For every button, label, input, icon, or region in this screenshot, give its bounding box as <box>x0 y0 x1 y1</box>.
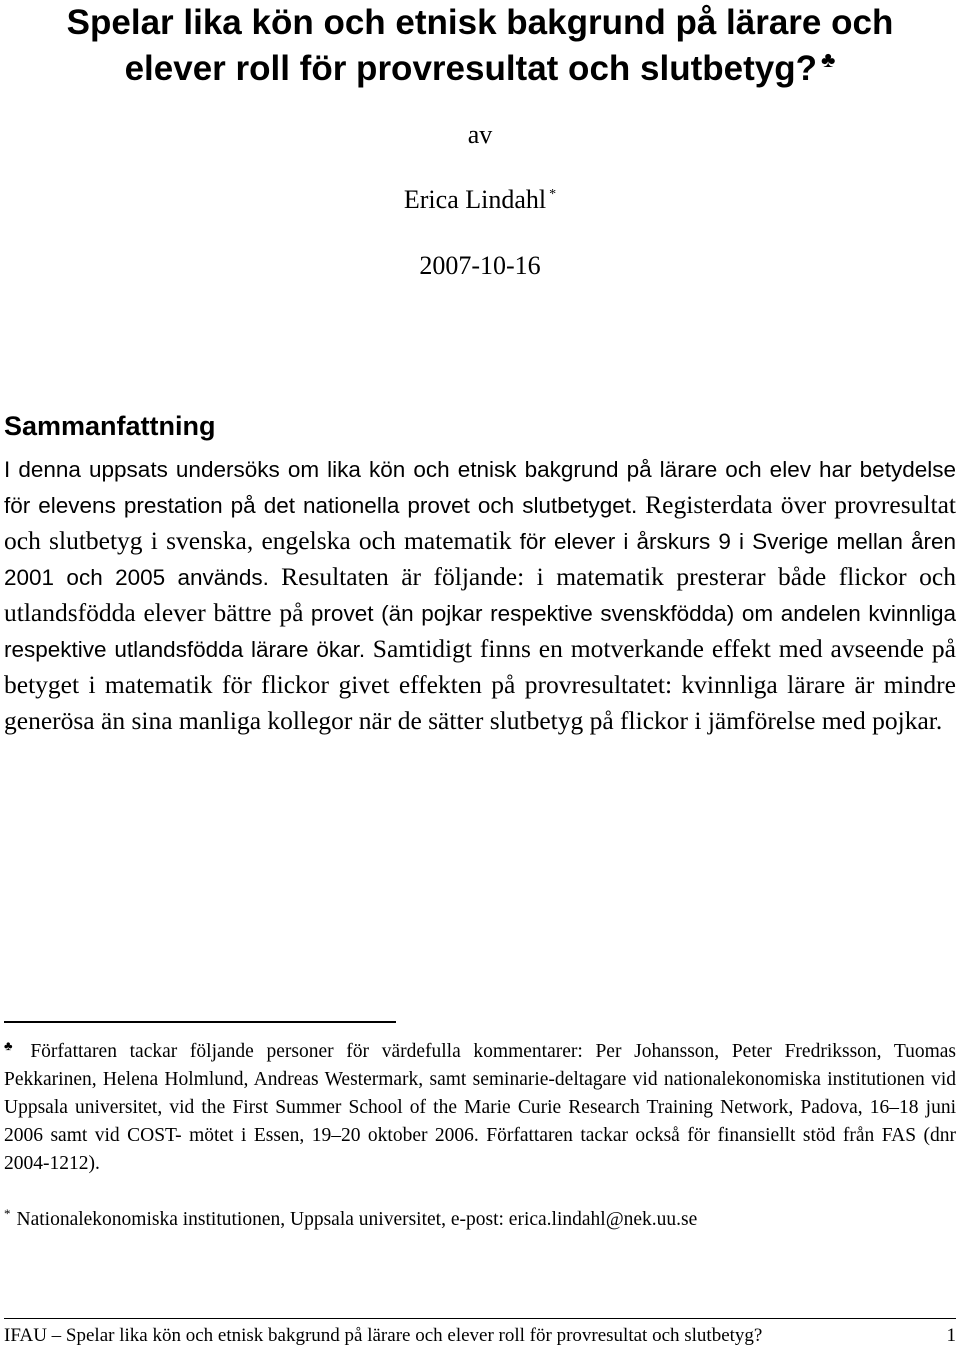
title-line-1: Spelar lika kön och etnisk bakgrund på lärare och <box>66 3 894 42</box>
abstract-text-2: Registerdata över provresultat och slutbetyg i svenska, engelska och matematik <box>4 490 956 555</box>
title-line-2: elever roll för provresultat och slutbetyg? <box>124 49 817 88</box>
publication-date: 2007-10-16 <box>419 251 541 280</box>
footnote-affiliation <box>4 1206 956 1234</box>
abstract-paragraph <box>4 452 956 739</box>
paper-title <box>0 0 960 92</box>
abstract-text-3: för elever i årskurs 9 i Sverige mellan åren 2001 och 2005 används. <box>4 529 956 590</box>
page-footer <box>4 1318 956 1349</box>
abstract-heading: Sammanfattning <box>4 411 216 441</box>
footnote-separator <box>4 1021 396 1023</box>
author-footnote-mark: * <box>549 187 557 203</box>
footnote-acknowledgements <box>4 1038 956 1178</box>
page-number: 1 <box>946 1325 956 1346</box>
asterisk-footnote-mark: * <box>4 1205 11 1221</box>
running-footer: IFAU – Spelar lika kön och etnisk bakgrund på lärare och elever roll för provresultat och slutbetyg? <box>4 1325 763 1346</box>
abstract-text-5: provet (än pojkar respektive svenskfödda) om andelen kvinnliga respektive utlandsfödda lärare ökar. <box>4 601 956 662</box>
club-footnote-mark: ♣ <box>820 47 836 73</box>
footnote-text: Nationalekonomiska institutionen, Uppsala universitet, e-post: erica.lindahl@nek.uu.se <box>16 1209 698 1230</box>
footnote-text: Författaren tackar följande personer för värdefulla kommentarer: Per Johansson, Peter Fredriksson, Tuomas Pekkarinen, Helena Holmlund, Andreas Westermark, samt seminarie-deltagare vid nationalekonomiska institutionen vid Uppsala universitet, vid the First Summer School of the Marie Curie Research Training Network, Padova, 16–18 juni 2006 samt vid COST- mötet i Essen, 19–20 oktober 2006. Författaren tackar också för finansiellt stöd från FAS (dnr 2004-1212). <box>4 1041 956 1174</box>
author-name: Erica Lindahl <box>403 185 547 214</box>
abstract-text-4: Resultaten är följande: i matematik presterar både flickor och utlandsfödda elever bättre på <box>4 562 956 627</box>
abstract-text-1: I denna uppsats undersöks om lika kön och etnisk bakgrund på lärare och elev har betydelse för elevens prestation på det nationella provet och slutbetyget. <box>4 457 956 518</box>
abstract-text-6: Samtidigt finns en motverkande effekt med avseende på betyget i matematik för flickor givet effekten på provresultatet: kvinnliga lärare är mindre generösa än sina manliga kollegor när de sätter slutbetyg på flickor i jämförelse med pojkar. <box>4 634 956 735</box>
author-line <box>0 185 960 215</box>
club-footnote-mark: ♣ <box>4 1037 21 1053</box>
byline: av <box>467 120 493 149</box>
